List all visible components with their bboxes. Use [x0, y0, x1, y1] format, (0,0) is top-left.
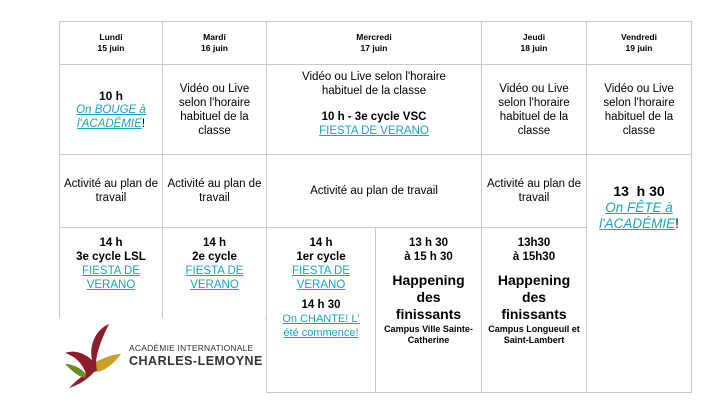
thursday-video-cell: [481, 64, 587, 155]
activity-text: Activité au plan de travail: [487, 178, 581, 204]
wednesday-afternoon-cell-1: [266, 227, 376, 393]
friday-afternoon-cell: [586, 154, 692, 393]
wednesday-afternoon-cell-2: [375, 227, 482, 393]
wednesday-morning-cell: [266, 64, 482, 155]
friday-time: 13 h 30: [613, 183, 665, 199]
header-monday: [59, 21, 163, 65]
activity-text: Activité au plan de travail: [64, 178, 158, 204]
on-chante-link[interactable]: On CHANTE! L' été commence!: [282, 313, 360, 339]
campus-label: Campus Longueuil et Saint-Lambert: [488, 324, 580, 345]
happening-title: Happening des finissants: [497, 272, 571, 322]
day-date: 18 juin: [520, 43, 548, 53]
happening-time-end: à 15 h 30: [404, 251, 453, 263]
tuesday-pm-time: 14 h: [202, 237, 226, 249]
thursday-afternoon-cell: [481, 227, 587, 393]
happening-time: 13h30: [517, 237, 551, 249]
header-tuesday: [162, 21, 267, 65]
video-text: Vidéo ou Live selon l'horaire habituel de la classe: [603, 82, 675, 137]
day-name: Jeudi: [522, 32, 546, 42]
fiesta-link-1er[interactable]: FIESTA DE VERANO: [292, 265, 350, 291]
day-date: 16 juin: [201, 43, 228, 53]
video-text: Vidéo ou Live selon l'horaire habituel de la classe: [302, 71, 446, 97]
on-fete-link[interactable]: On FÊTE à l'ACADÉMIE: [599, 200, 676, 231]
on-bouge-link[interactable]: On BOUGE à l'ACADÉMIE: [76, 103, 146, 130]
header-friday: [586, 21, 692, 65]
day-name: Vendredi: [621, 32, 657, 42]
fiesta-link-lsl[interactable]: FIESTA DE VERANO: [82, 265, 140, 291]
exclamation: !: [141, 117, 146, 130]
monday-afternoon-cell: [59, 227, 163, 319]
day-name: Mercredi: [356, 32, 392, 42]
wednesday-activity-cell: [266, 154, 482, 228]
video-text: Vidéo ou Live selon l'horaire habituel de la classe: [498, 82, 570, 137]
header-wednesday: [266, 21, 482, 65]
logo-wordmark: [129, 343, 263, 368]
activity-text: Activité au plan de travail: [310, 185, 438, 197]
monday-morning-cell: [59, 64, 163, 155]
thursday-activity-cell: [481, 154, 587, 228]
happening-time-end: à 15h30: [512, 251, 556, 263]
happening-time: 13 h 30: [409, 237, 448, 249]
exclamation: !: [675, 216, 679, 231]
monday-time: 10 h: [98, 88, 123, 103]
day-date: 19 juin: [625, 43, 653, 53]
video-text: Vidéo ou Live selon l'horaire habituel de la classe: [178, 82, 251, 137]
friday-video-cell: [586, 64, 692, 155]
monday-activity-cell: [59, 154, 163, 228]
tuesday-cycle: 2e cycle: [192, 251, 237, 263]
bird-emblem-icon: [59, 320, 125, 390]
day-name: Mardi: [203, 32, 226, 42]
day-date: 17 juin: [360, 43, 388, 53]
fiesta-link-2e[interactable]: FIESTA DE VERANO: [185, 265, 244, 291]
school-logo: [59, 318, 265, 392]
activity-text: Activité au plan de travail: [167, 178, 262, 204]
logo-line-2: CHARLES-LEMOYNE: [129, 353, 263, 368]
tuesday-afternoon-cell: [162, 227, 267, 319]
day-name: Lundi: [99, 32, 123, 42]
monday-cycle: 3e cycle LSL: [76, 251, 146, 263]
fiesta-link-vsc[interactable]: FIESTA DE VERANO: [319, 125, 429, 137]
logo-line-1: ACADÉMIE INTERNATIONALE: [129, 342, 254, 353]
tuesday-activity-cell: [162, 154, 267, 228]
day-date: 15 juin: [97, 43, 125, 53]
wednesday-pm-time: 14 h: [309, 237, 333, 249]
wednesday-time: 10 h - 3e cycle VSC: [321, 111, 427, 123]
header-thursday: [481, 21, 587, 65]
monday-pm-time: 14 h: [99, 237, 123, 249]
campus-label: Campus Ville Sainte-Catherine: [384, 324, 473, 345]
wednesday-cycle: 1er cycle: [296, 251, 346, 263]
tuesday-video-cell: [162, 64, 267, 155]
wednesday-pm-time-2: 14 h 30: [301, 299, 341, 311]
happening-title: Happening des finissants: [392, 272, 465, 322]
